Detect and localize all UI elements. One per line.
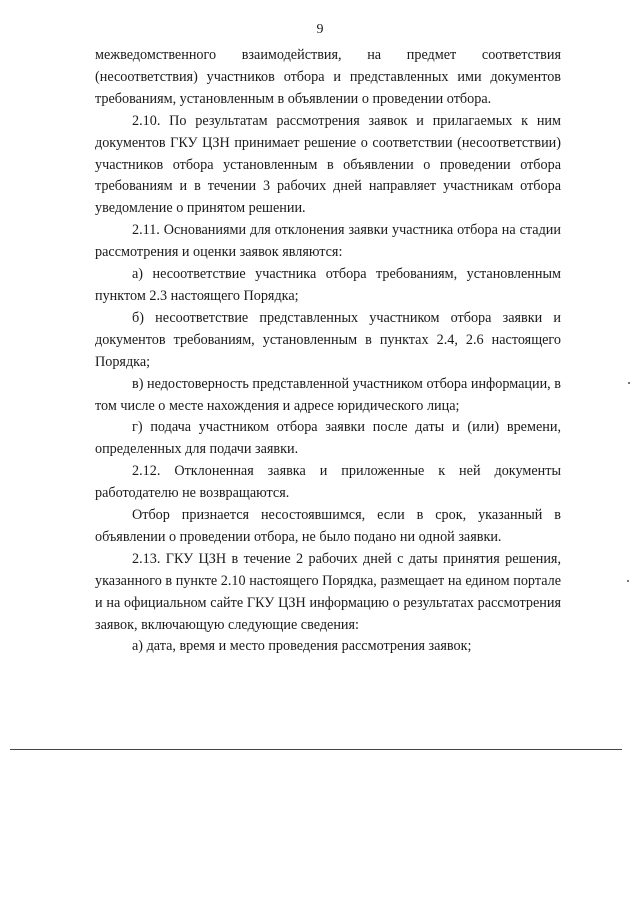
list-item-a: а) несоответствие участника отбора требованиям, установленным пунктом 2.3 настоящего Порядка; — [95, 266, 561, 304]
paragraph-2-12: 2.12. Отклоненная заявка и приложенные к ней документы работодателю не возвращаются. — [95, 463, 561, 502]
list-item-v: в) недостоверность представленной участником отбора информации, в том числе о месте нахождения и адресе юридического лица; — [95, 375, 561, 414]
paragraph-2-13: 2.13. ГКУ ЦЗН в течение 2 рабочих дней с даты принятия решения, указанного в пункте 2.10 настоящего Порядка, размещает на едином портале и на официальном сайте ГКУ ЦЗН информацию о результатах рассмотрения заявок, включающую следующие сведения: — [95, 550, 561, 633]
list-item-b: б) несоответствие представленных участником отбора заявки и документов требованиям, установленным в пунктах 2.4, 2.6 настоящего Порядка; — [95, 309, 561, 370]
list-item-a-results: а) дата, время и место проведения рассмотрения заявок; — [132, 638, 472, 655]
paragraph-interagency: межведомственного взаимодействия, на предмет соответствия (несоответствия) участников отбора и представленных ими документов требованиям, установленным в объявлении о проведении отбора. — [95, 47, 561, 107]
footer-divider — [10, 749, 622, 750]
scan-mark — [628, 382, 630, 384]
list-item-g: г) подача участником отбора заявки после даты и (или) времени, определенных для подачи заявки. — [95, 419, 561, 458]
scan-mark — [627, 580, 629, 582]
paragraph-2-11: 2.11. Основаниями для отклонения заявки участника отбора на стадии рассмотрения и оценки заявок являются: — [95, 222, 561, 261]
document-body — [95, 45, 561, 658]
page-number: 9 — [316, 22, 324, 37]
paragraph-selection-failed: Отбор признается несостоявшимся, если в срок, указанный в объявлении о проведении отбора, не было подано ни одной заявки. — [95, 507, 561, 545]
paragraph-2-10: 2.10. По результатам рассмотрения заявок и прилагаемых к ним документов ГКУ ЦЗН принимает решение о соответствии (несоответствии) участников отбора установленным в объявлении о проведении отбора требованиям и в течении 3 рабочих дней направляет участникам отбора уведомление о принятом решении. — [95, 112, 561, 217]
